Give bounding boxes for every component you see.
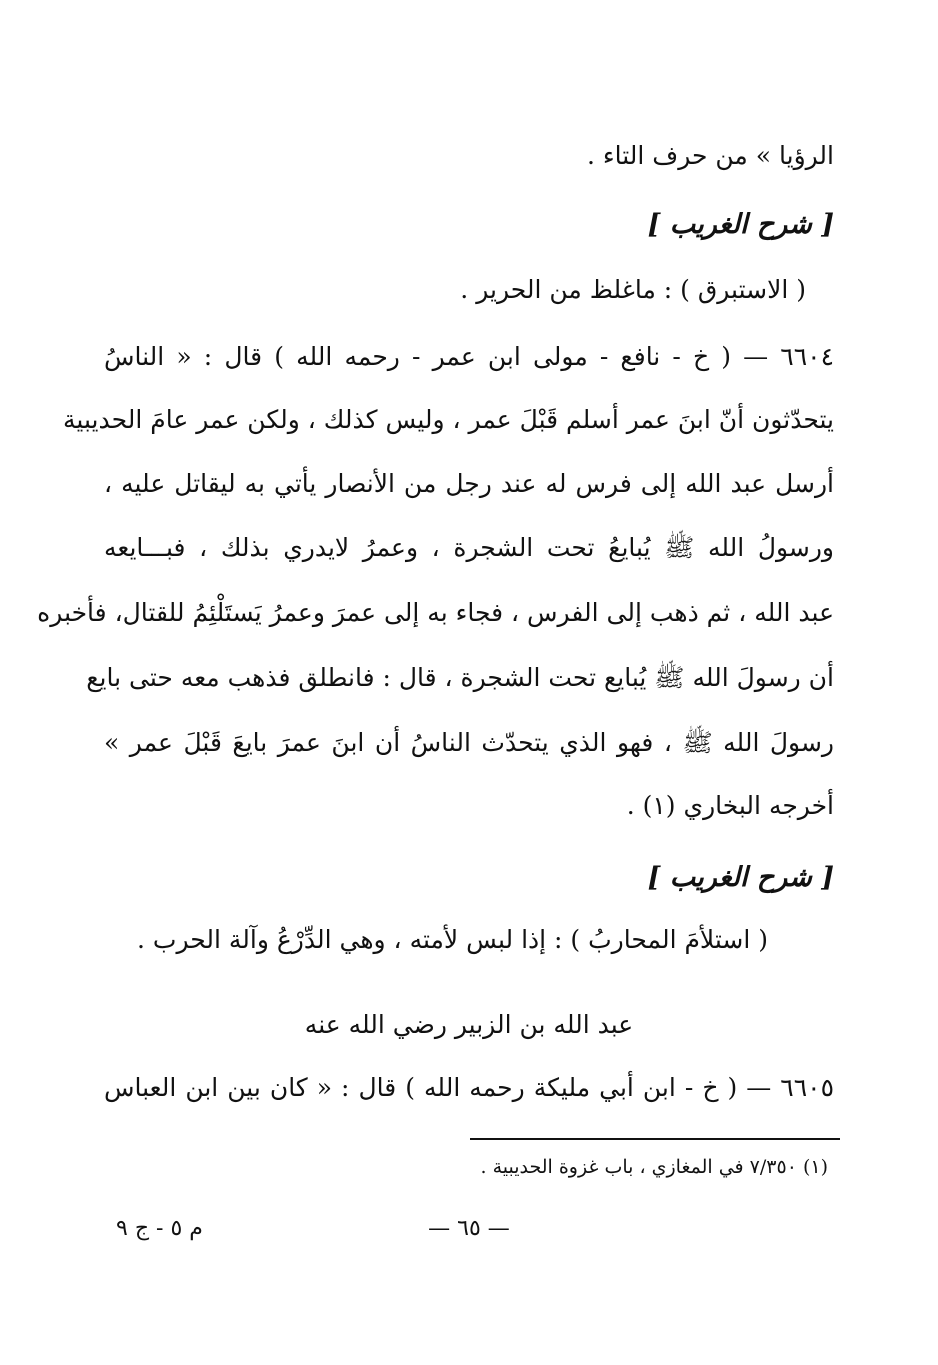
chapter-title-ibn-zubair: عبد الله بن الزبير رضي الله عنه bbox=[304, 1010, 634, 1039]
footnote: (١) ٧/٣٥٠ في المغازي ، باب غزوة الحديبية . bbox=[480, 1156, 828, 1178]
hadith-6604-line-7: رسولَ الله ﷺ ، فهو الذي يتحدّث الناسُ أن ابنَ عمرَ بايعَ قَبْلَ عمر » bbox=[104, 728, 834, 757]
hadith-6604-line-4: ورسولُ الله ﷺ يُبايعُ تحت الشجرة ، وعمرُ لايدري بذلك ، فبـــايعه bbox=[104, 533, 834, 562]
footnote-separator bbox=[470, 1138, 840, 1140]
hadith-6604-line-1: ٦٦٠٤ — ( خ - نافع - مولى ابن عمر - رحمه الله ) قال : « الناسُ bbox=[104, 342, 834, 371]
signature-mark: م ٥ - ج ٩ bbox=[116, 1216, 203, 1241]
hadith-6604-line-2: يتحدّثون أنّ ابنَ عمر أسلم قَبْلَ عمر ، وليس كذلك ، ولكن عمر عامَ الحديبية bbox=[63, 405, 834, 434]
gloss-istalama: ( استلأمَ المحاربُ ) : إذا لبس لأمته ، وهي الدِّرْعُ وآلة الحرب . bbox=[137, 925, 768, 954]
section-heading-gharib: [ شرح الغريب ] bbox=[647, 209, 834, 240]
hadith-6605-line-1: ٦٦٠٥ — ( خ - ابن أبي مليكة رحمه الله ) قال : « كان بين ابن العباس bbox=[104, 1073, 834, 1102]
text-line-continuation: الرؤيا » من حرف التاء . bbox=[586, 141, 834, 170]
gloss-istabraq: ( الاستبرق ) : ماغلظ من الحرير . bbox=[460, 275, 806, 304]
hadith-6604-line-5: عبد الله ، ثم ذهب إلى الفرس ، فجاء به إلى عمرَ وعمرُ يَستَلْئِمُ للقتال، فأخبره bbox=[37, 598, 834, 627]
hadith-6604-line-6: أن رسولَ الله ﷺ يُبايع تحت الشجرة ، قال : فانطلق فذهب معه حتى بايع bbox=[86, 663, 834, 692]
hadith-6604-line-3: أرسل عبد الله إلى فرس له عند رجل من الأنصار يأتي به ليقاتل عليه ، bbox=[104, 469, 834, 498]
hadith-6604-source: أخرجه البخاري (١) . bbox=[626, 791, 834, 820]
page-number: — ٦٥ — bbox=[428, 1216, 510, 1241]
section-heading-gharib-2: [ شرح الغريب ] bbox=[647, 862, 834, 893]
